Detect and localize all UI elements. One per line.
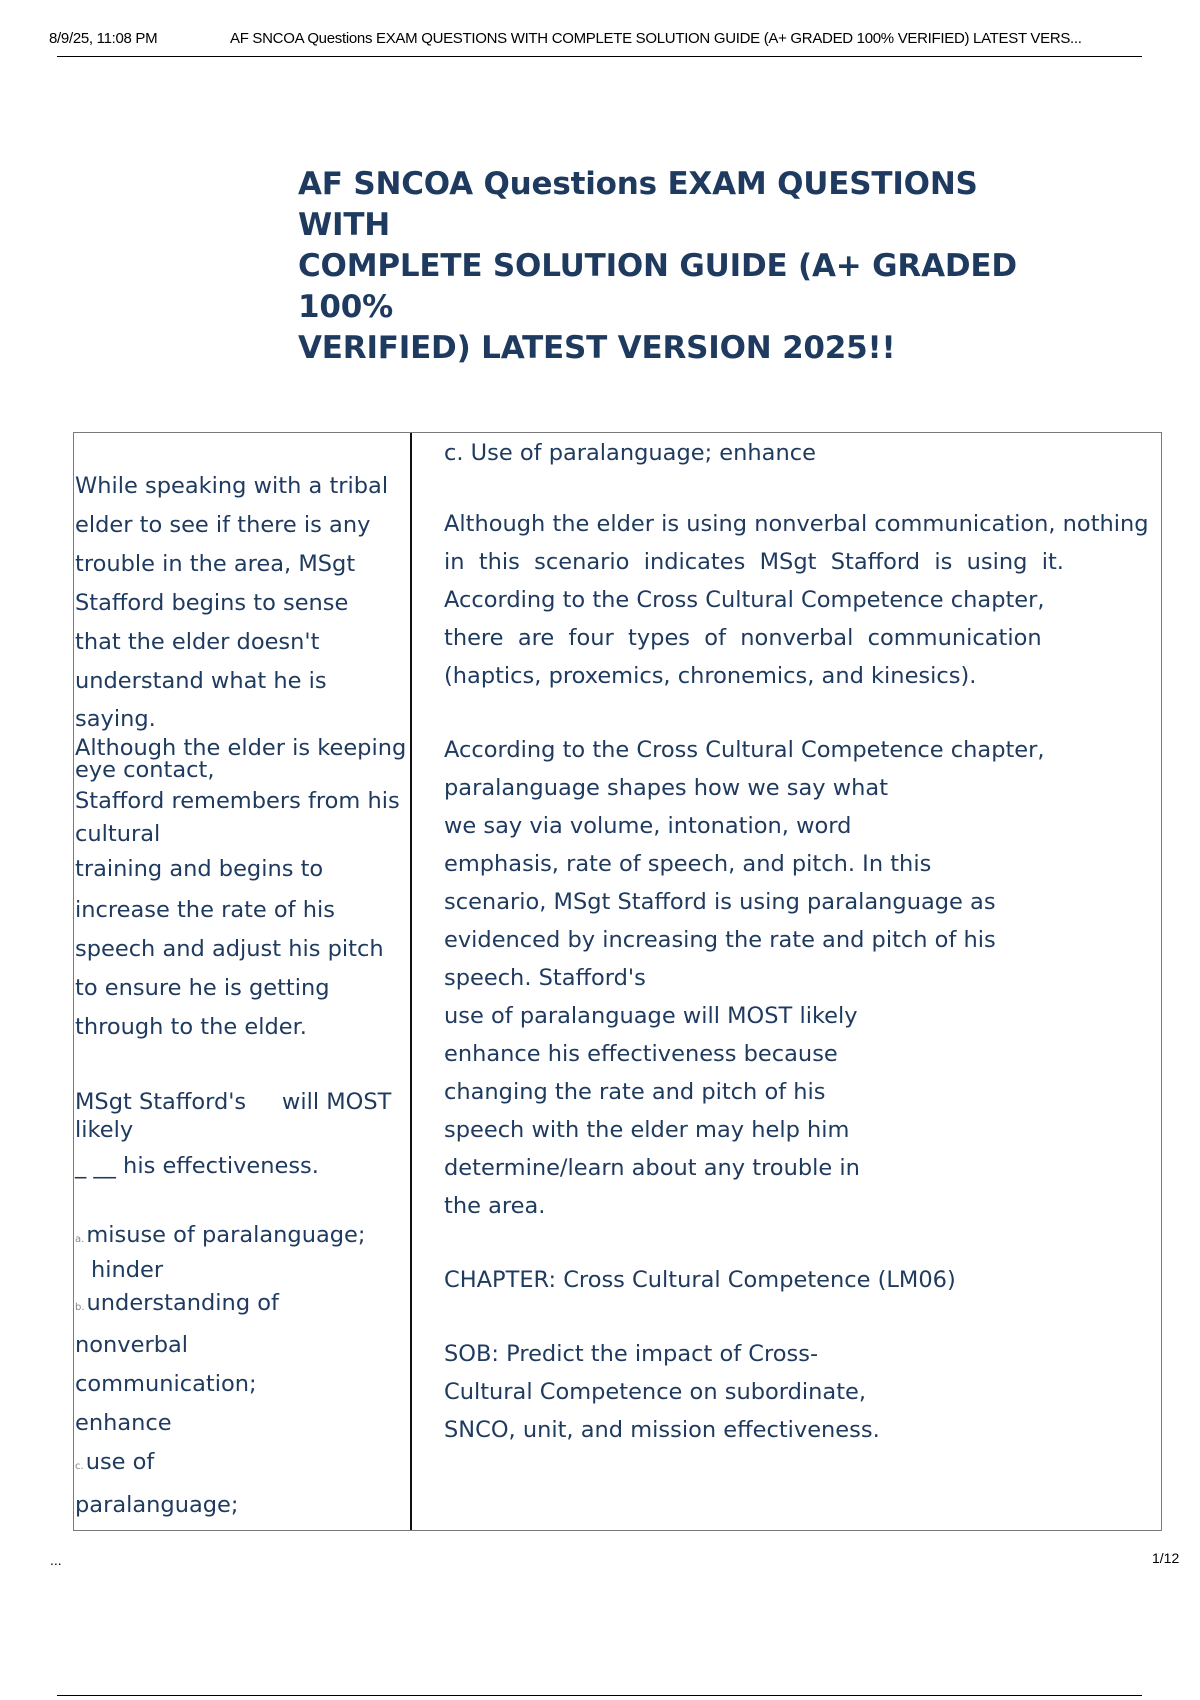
option-c [75,1443,405,1486]
question-line: trouble in the area, MSgt [75,551,356,577]
explanation-line: Although the elder is using nonverbal communication, nothing [444,511,1149,537]
title-line-2: COMPLETE SOLUTION GUIDE (A+ GRADED 100% [298,248,1017,325]
question-line: training and begins to [75,856,324,882]
question-cell [75,467,405,1525]
explanation-line: we say via volume, intonation, word [444,813,852,839]
explanation-line: emphasis, rate of speech, and pitch. In this [444,851,932,877]
question-line: Although the elder is keeping [75,735,407,761]
answer-cell [444,433,1149,1449]
spacer [444,695,1144,731]
option-a-continued: hinder [91,1257,164,1283]
document-title [298,164,1058,369]
question-line: eye contact, [75,757,215,783]
explanation-line: speech. Stafford's [444,965,646,991]
spacer [444,473,1144,505]
explanation-line: enhance his effectiveness because [444,1041,838,1067]
option-c-marker: c. [75,1461,84,1472]
explanation-line: determine/learn about any trouble in [444,1155,860,1181]
answer-choice: c. Use of paralanguage; enhance [444,440,816,466]
header-doc-title: AF SNCOA Questions EXAM QUESTIONS WITH COMPLETE SOLUTION GUIDE (A+ GRADED 100% VERIFIED) LATEST VERS... [230,30,1082,47]
sob-line: SOB: Predict the impact of Cross- [444,1341,819,1367]
option-a-marker: a. [75,1234,85,1245]
explanation-line: According to the Cross Cultural Competence chapter, [444,587,1045,613]
option-a-text: misuse of paralanguage; [86,1222,366,1248]
title-line-1: AF SNCOA Questions EXAM QUESTIONS WITH [298,166,978,243]
option-c-text: use of [85,1449,155,1475]
question-answer-table [73,432,1162,1531]
option-b [75,1285,405,1326]
option-b-continued: communication; [75,1371,257,1397]
question-line: understand what he is [75,668,327,694]
page-number: 1/12 [1152,1550,1180,1566]
column-divider [410,433,412,1530]
page-header [49,24,1142,57]
option-b-continued: enhance [75,1410,172,1436]
sob-line: Cultural Competence on subordinate, [444,1379,867,1405]
question-prompt-blank: _ __ his effectiveness. [75,1153,319,1179]
option-b-text: understanding of [86,1290,279,1316]
title-line-3: VERIFIED) LATEST VERSION 2025!! [298,330,896,366]
sob-line: SNCO, unit, and mission effectiveness. [444,1417,880,1443]
option-a [75,1220,405,1255]
spacer [75,1047,405,1083]
question-line: that the elder doesn't [75,629,320,655]
print-datetime: 8/9/25, 11:08 PM [49,30,158,47]
explanation-line: the area. [444,1193,546,1219]
question-line: While speaking with a tribal [75,473,389,499]
question-line: increase the rate of his [75,897,335,923]
question-prompt: likely [75,1117,134,1143]
option-c-continued: paralanguage; [75,1492,239,1518]
chapter-reference: CHAPTER: Cross Cultural Competence (LM06) [444,1267,956,1293]
question-line: Stafford begins to sense [75,590,349,616]
footer-rule [57,1695,1142,1696]
question-line: through to the elder. [75,1014,307,1040]
question-line: elder to see if there is any [75,512,371,538]
question-line: Stafford remembers from his [75,788,400,814]
question-line: cultural [75,821,161,847]
explanation-line: use of paralanguage will MOST likely [444,1003,858,1029]
footer-ellipsis: ... [50,1552,62,1568]
explanation-line: According to the Cross Cultural Competence chapter, [444,737,1045,763]
spacer [444,1299,1144,1335]
explanation-line: evidenced by increasing the rate and pitch of his [444,927,996,953]
explanation-line: in this scenario indicates MSgt Stafford is using it. [444,549,1064,575]
question-line: to ensure he is getting [75,975,330,1001]
question-line: saying. [75,706,156,732]
option-b-continued: nonverbal [75,1332,189,1358]
question-line: speech and adjust his pitch [75,936,384,962]
explanation-line: scenario, MSgt Stafford is using paralanguage as [444,889,996,915]
explanation-line: paralanguage shapes how we say what [444,775,889,801]
explanation-line: (haptics, proxemics, chronemics, and kinesics). [444,663,977,689]
spacer [444,1225,1144,1261]
explanation-line: there are four types of nonverbal communication [444,625,1042,651]
option-b-marker: b. [75,1302,85,1313]
explanation-line: changing the rate and pitch of his [444,1079,826,1105]
explanation-line: speech with the elder may help him [444,1117,850,1143]
question-prompt: MSgt Stafford's will MOST [75,1089,392,1115]
spacer [75,1194,405,1220]
